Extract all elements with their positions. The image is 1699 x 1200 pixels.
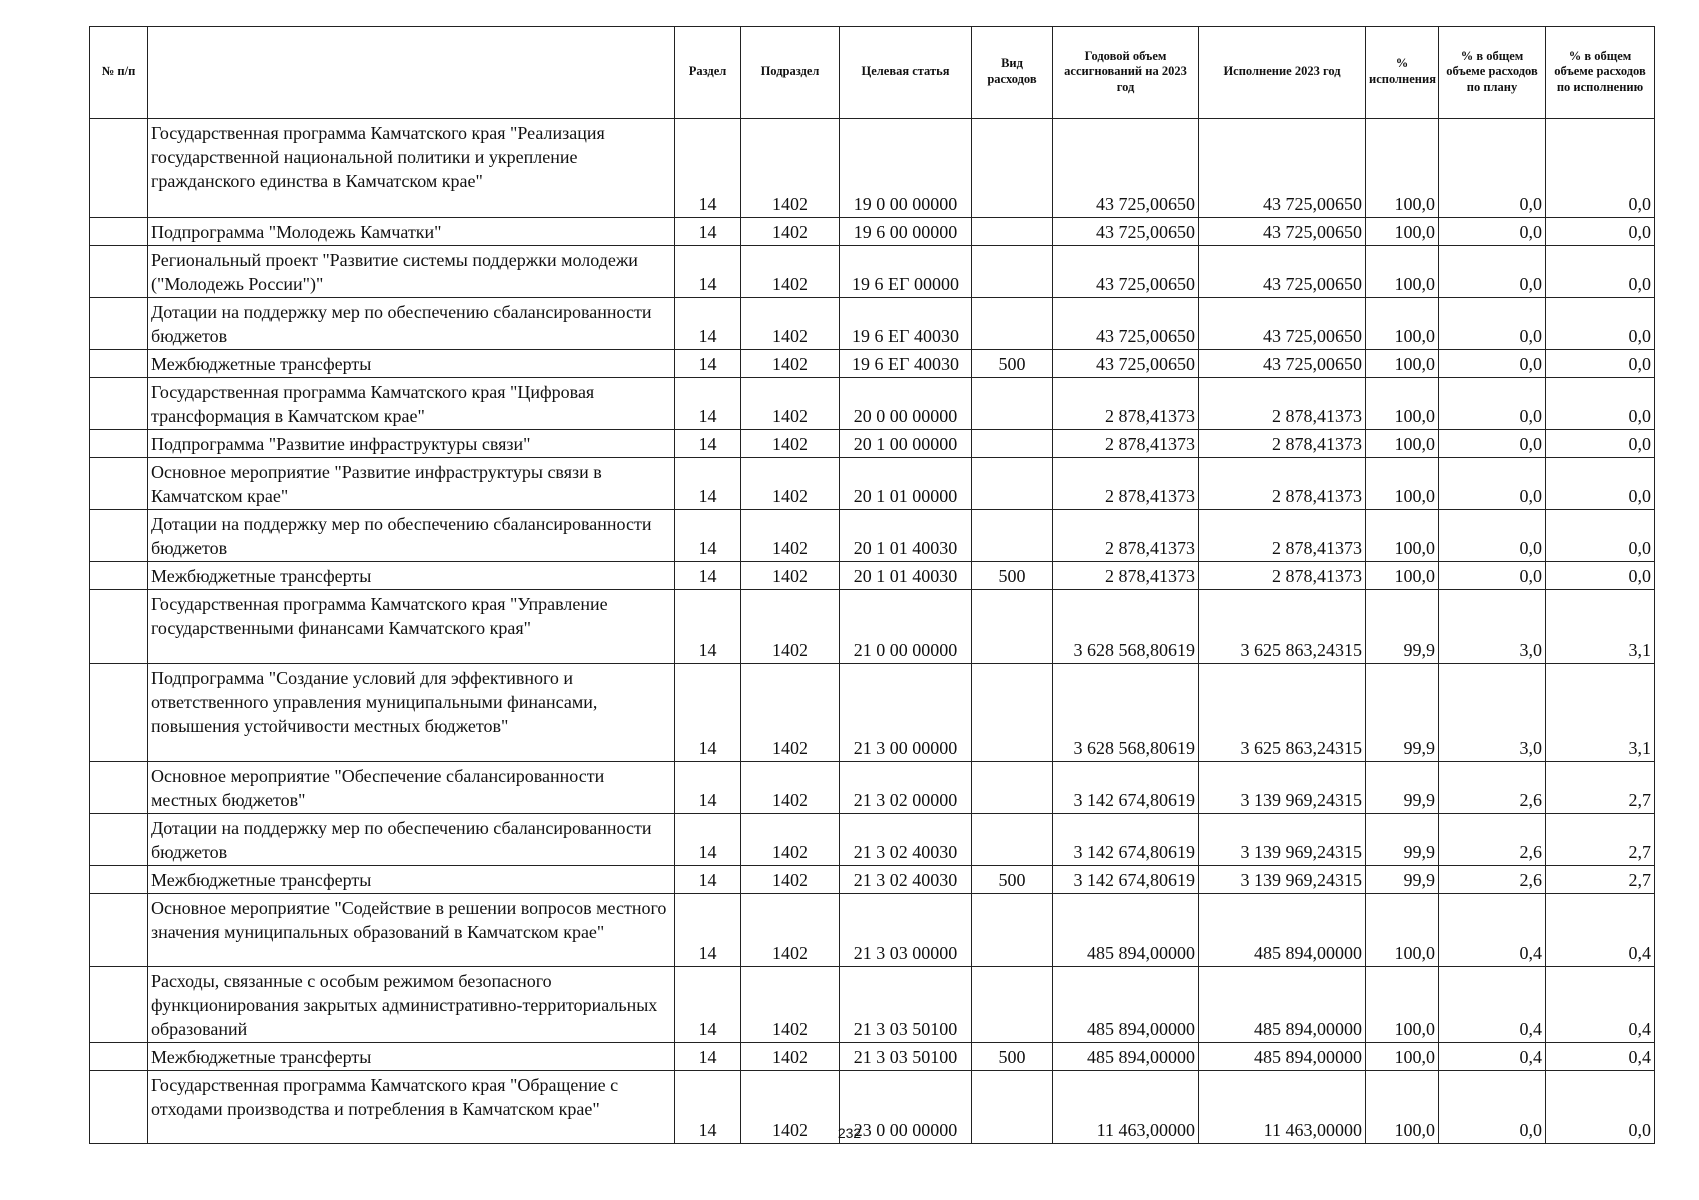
cell-podrazdel: 1402 [741,218,840,246]
cell-share-plan: 0,0 [1439,1071,1546,1144]
cell-pct: 99,9 [1366,866,1439,894]
cell-podrazdel: 1402 [741,562,840,590]
cell-exec: 3 625 863,24315 [1199,664,1366,762]
cell-vid [972,298,1053,350]
cell-exec: 43 725,00650 [1199,350,1366,378]
cell-share-exec: 0,0 [1546,246,1655,298]
cell-pct: 100,0 [1366,1043,1439,1071]
cell-exec: 485 894,00000 [1199,1043,1366,1071]
cell-share-plan: 0,0 [1439,246,1546,298]
cell-target: 21 3 03 50100 [840,967,972,1043]
cell-target: 19 0 00 00000 [840,119,972,218]
cell-podrazdel: 1402 [741,430,840,458]
cell-pct: 100,0 [1366,1071,1439,1144]
cell-num [90,378,148,430]
cell-pct: 100,0 [1366,298,1439,350]
cell-num [90,967,148,1043]
cell-razdel: 14 [675,218,741,246]
cell-target: 23 0 00 00000 [840,1071,972,1144]
cell-plan: 43 725,00650 [1053,298,1199,350]
table-row [90,664,1655,762]
table-row [90,298,1655,350]
cell-podrazdel: 1402 [741,510,840,562]
table-row [90,430,1655,458]
cell-pct: 99,9 [1366,664,1439,762]
table-body [90,119,1655,1144]
cell-plan: 2 878,41373 [1053,458,1199,510]
cell-exec: 3 139 969,24315 [1199,814,1366,866]
cell-name: Межбюджетные трансферты [148,350,675,378]
cell-vid [972,458,1053,510]
cell-share-exec: 0,0 [1546,119,1655,218]
cell-exec: 43 725,00650 [1199,119,1366,218]
header-row [90,27,1655,119]
cell-razdel: 14 [675,664,741,762]
header-share-plan: % в общем объеме расходов по плану [1439,27,1546,119]
cell-name: Дотации на поддержку мер по обеспечению сбалансированности бюджетов [148,510,675,562]
header-name [148,27,675,119]
cell-name: Государственная программа Камчатского края "Обращение с отходами производства и потребления в Камчатском крае" [148,1071,675,1144]
cell-plan: 2 878,41373 [1053,430,1199,458]
cell-podrazdel: 1402 [741,350,840,378]
cell-razdel: 14 [675,378,741,430]
cell-share-exec: 3,1 [1546,664,1655,762]
cell-podrazdel: 1402 [741,664,840,762]
cell-share-plan: 0,0 [1439,562,1546,590]
cell-exec: 2 878,41373 [1199,378,1366,430]
cell-vid [972,590,1053,664]
cell-num [90,1043,148,1071]
cell-pct: 100,0 [1366,119,1439,218]
header-exec: Исполнение 2023 год [1199,27,1366,119]
table-row [90,378,1655,430]
cell-vid: 500 [972,350,1053,378]
cell-pct: 100,0 [1366,218,1439,246]
cell-exec: 485 894,00000 [1199,967,1366,1043]
cell-num [90,866,148,894]
cell-plan: 2 878,41373 [1053,510,1199,562]
cell-vid: 500 [972,1043,1053,1071]
cell-share-exec: 0,0 [1546,458,1655,510]
cell-pct: 99,9 [1366,814,1439,866]
cell-razdel: 14 [675,1071,741,1144]
cell-vid: 500 [972,866,1053,894]
cell-name: Региональный проект "Развитие системы поддержки молодежи ("Молодежь России")" [148,246,675,298]
cell-plan: 2 878,41373 [1053,562,1199,590]
cell-razdel: 14 [675,119,741,218]
cell-vid [972,119,1053,218]
cell-target: 19 6 ЕГ 40030 [840,298,972,350]
cell-share-plan: 0,4 [1439,967,1546,1043]
cell-exec: 43 725,00650 [1199,298,1366,350]
header-podrazdel: Подраздел [741,27,840,119]
cell-num [90,119,148,218]
cell-pct: 100,0 [1366,350,1439,378]
cell-target: 19 6 ЕГ 00000 [840,246,972,298]
cell-num [90,894,148,967]
cell-target: 20 1 01 40030 [840,562,972,590]
cell-plan: 3 142 674,80619 [1053,814,1199,866]
cell-share-exec: 0,0 [1546,218,1655,246]
cell-podrazdel: 1402 [741,894,840,967]
cell-plan: 11 463,00000 [1053,1071,1199,1144]
cell-share-exec: 0,0 [1546,378,1655,430]
cell-share-plan: 0,0 [1439,350,1546,378]
cell-vid [972,510,1053,562]
cell-podrazdel: 1402 [741,967,840,1043]
header-target: Целевая статья [840,27,972,119]
cell-name: Государственная программа Камчатского края "Реализация государственной национальной политики и укрепление гражданского единства в Камчатском крае" [148,119,675,218]
cell-pct: 100,0 [1366,510,1439,562]
cell-share-plan: 3,0 [1439,664,1546,762]
cell-pct: 100,0 [1366,562,1439,590]
cell-target: 21 3 02 40030 [840,814,972,866]
page-number: 232 [837,1125,862,1141]
table-row [90,866,1655,894]
cell-share-plan: 3,0 [1439,590,1546,664]
cell-name: Межбюджетные трансферты [148,866,675,894]
cell-plan: 3 142 674,80619 [1053,866,1199,894]
cell-share-plan: 0,0 [1439,458,1546,510]
budget-table [89,26,1655,1144]
cell-share-plan: 2,6 [1439,814,1546,866]
cell-vid: 500 [972,562,1053,590]
cell-vid [972,814,1053,866]
cell-target: 19 6 00 00000 [840,218,972,246]
cell-vid [972,894,1053,967]
cell-num [90,350,148,378]
cell-num [90,510,148,562]
cell-razdel: 14 [675,894,741,967]
cell-razdel: 14 [675,510,741,562]
cell-num [90,762,148,814]
cell-razdel: 14 [675,430,741,458]
cell-num [90,664,148,762]
cell-plan: 3 142 674,80619 [1053,762,1199,814]
cell-plan: 43 725,00650 [1053,246,1199,298]
cell-share-plan: 0,0 [1439,510,1546,562]
cell-pct: 99,9 [1366,762,1439,814]
cell-plan: 2 878,41373 [1053,378,1199,430]
header-plan: Годовой объем ассигнований на 2023 год [1053,27,1199,119]
cell-share-plan: 0,0 [1439,378,1546,430]
table-row [90,814,1655,866]
cell-share-exec: 0,0 [1546,298,1655,350]
cell-exec: 2 878,41373 [1199,562,1366,590]
table-row [90,967,1655,1043]
cell-razdel: 14 [675,562,741,590]
cell-pct: 100,0 [1366,246,1439,298]
table-row [90,350,1655,378]
cell-razdel: 14 [675,866,741,894]
cell-share-exec: 0,4 [1546,1043,1655,1071]
cell-share-exec: 0,0 [1546,510,1655,562]
cell-razdel: 14 [675,246,741,298]
table-row [90,246,1655,298]
cell-num [90,814,148,866]
cell-exec: 3 139 969,24315 [1199,866,1366,894]
cell-target: 21 3 03 50100 [840,1043,972,1071]
cell-name: Межбюджетные трансферты [148,1043,675,1071]
cell-share-exec: 3,1 [1546,590,1655,664]
cell-share-plan: 0,4 [1439,894,1546,967]
cell-podrazdel: 1402 [741,590,840,664]
cell-exec: 3 625 863,24315 [1199,590,1366,664]
cell-name: Межбюджетные трансферты [148,562,675,590]
cell-exec: 2 878,41373 [1199,430,1366,458]
cell-podrazdel: 1402 [741,866,840,894]
cell-share-plan: 0,0 [1439,298,1546,350]
cell-plan: 485 894,00000 [1053,894,1199,967]
cell-podrazdel: 1402 [741,1071,840,1144]
cell-target: 20 1 01 40030 [840,510,972,562]
cell-plan: 485 894,00000 [1053,967,1199,1043]
cell-vid [972,664,1053,762]
cell-razdel: 14 [675,298,741,350]
cell-name: Дотации на поддержку мер по обеспечению сбалансированности бюджетов [148,298,675,350]
table-row [90,510,1655,562]
cell-num [90,218,148,246]
cell-target: 21 3 02 40030 [840,866,972,894]
cell-share-plan: 2,6 [1439,866,1546,894]
cell-pct: 100,0 [1366,967,1439,1043]
cell-target: 21 0 00 00000 [840,590,972,664]
cell-share-plan: 0,0 [1439,218,1546,246]
cell-num [90,298,148,350]
cell-target: 20 1 01 00000 [840,458,972,510]
cell-share-plan: 0,0 [1439,430,1546,458]
cell-exec: 2 878,41373 [1199,510,1366,562]
cell-razdel: 14 [675,1043,741,1071]
cell-name: Основное мероприятие "Содействие в решении вопросов местного значения муниципальных образований в Камчатском крае" [148,894,675,967]
cell-podrazdel: 1402 [741,378,840,430]
cell-name: Государственная программа Камчатского края "Цифровая трансформация в Камчатском крае" [148,378,675,430]
cell-vid [972,246,1053,298]
cell-exec: 2 878,41373 [1199,458,1366,510]
cell-plan: 43 725,00650 [1053,218,1199,246]
cell-share-exec: 0,0 [1546,1071,1655,1144]
cell-share-exec: 2,7 [1546,866,1655,894]
cell-pct: 100,0 [1366,894,1439,967]
cell-pct: 100,0 [1366,378,1439,430]
cell-name: Подпрограмма "Создание условий для эффективного и ответственного управления муниципальными финансами, повышения устойчивости местных бюджетов" [148,664,675,762]
header-share-exec: % в общем объеме расходов по исполнению [1546,27,1655,119]
cell-num [90,590,148,664]
cell-podrazdel: 1402 [741,246,840,298]
cell-exec: 43 725,00650 [1199,218,1366,246]
cell-podrazdel: 1402 [741,814,840,866]
cell-plan: 43 725,00650 [1053,350,1199,378]
cell-vid [972,430,1053,458]
cell-pct: 100,0 [1366,430,1439,458]
table-row [90,458,1655,510]
cell-share-exec: 0,4 [1546,967,1655,1043]
cell-razdel: 14 [675,814,741,866]
cell-exec: 11 463,00000 [1199,1071,1366,1144]
cell-name: Расходы, связанные с особым режимом безопасного функционирования закрытых административно-территориальных образований [148,967,675,1043]
cell-name: Основное мероприятие "Обеспечение сбалансированности местных бюджетов" [148,762,675,814]
cell-num [90,430,148,458]
cell-target: 21 3 02 00000 [840,762,972,814]
cell-share-exec: 2,7 [1546,762,1655,814]
cell-pct: 100,0 [1366,458,1439,510]
cell-podrazdel: 1402 [741,119,840,218]
cell-target: 20 0 00 00000 [840,378,972,430]
table-row [90,1043,1655,1071]
cell-razdel: 14 [675,458,741,510]
cell-share-plan: 0,4 [1439,1043,1546,1071]
header-pct: % исполнения [1366,27,1439,119]
cell-exec: 43 725,00650 [1199,246,1366,298]
table-row [90,562,1655,590]
cell-razdel: 14 [675,590,741,664]
cell-share-exec: 0,0 [1546,430,1655,458]
cell-name: Государственная программа Камчатского края "Управление государственными финансами Камчатского края" [148,590,675,664]
cell-plan: 485 894,00000 [1053,1043,1199,1071]
cell-num [90,246,148,298]
cell-plan: 3 628 568,80619 [1053,664,1199,762]
cell-podrazdel: 1402 [741,298,840,350]
cell-podrazdel: 1402 [741,458,840,510]
table-row [90,119,1655,218]
cell-share-exec: 0,4 [1546,894,1655,967]
cell-name: Подпрограмма "Развитие инфраструктуры связи" [148,430,675,458]
cell-num [90,562,148,590]
cell-plan: 3 628 568,80619 [1053,590,1199,664]
cell-vid [972,967,1053,1043]
table-row [90,218,1655,246]
cell-podrazdel: 1402 [741,1043,840,1071]
table-row [90,894,1655,967]
cell-name: Подпрограмма "Молодежь Камчатки" [148,218,675,246]
cell-share-exec: 0,0 [1546,350,1655,378]
cell-pct: 99,9 [1366,590,1439,664]
cell-target: 21 3 03 00000 [840,894,972,967]
header-vid: Вид расходов [972,27,1053,119]
table-row [90,590,1655,664]
cell-num [90,458,148,510]
cell-podrazdel: 1402 [741,762,840,814]
cell-target: 21 3 00 00000 [840,664,972,762]
cell-plan: 43 725,00650 [1053,119,1199,218]
cell-vid [972,218,1053,246]
cell-name: Дотации на поддержку мер по обеспечению сбалансированности бюджетов [148,814,675,866]
cell-razdel: 14 [675,967,741,1043]
cell-name: Основное мероприятие "Развитие инфраструктуры связи в Камчатском крае" [148,458,675,510]
cell-exec: 3 139 969,24315 [1199,762,1366,814]
header-num: № п/п [90,27,148,119]
cell-share-exec: 0,0 [1546,562,1655,590]
cell-target: 20 1 00 00000 [840,430,972,458]
cell-share-plan: 2,6 [1439,762,1546,814]
cell-razdel: 14 [675,762,741,814]
table-row [90,762,1655,814]
header-razdel: Раздел [675,27,741,119]
cell-share-exec: 2,7 [1546,814,1655,866]
cell-target: 19 6 ЕГ 40030 [840,350,972,378]
cell-vid [972,762,1053,814]
cell-exec: 485 894,00000 [1199,894,1366,967]
cell-razdel: 14 [675,350,741,378]
cell-vid [972,378,1053,430]
cell-share-plan: 0,0 [1439,119,1546,218]
